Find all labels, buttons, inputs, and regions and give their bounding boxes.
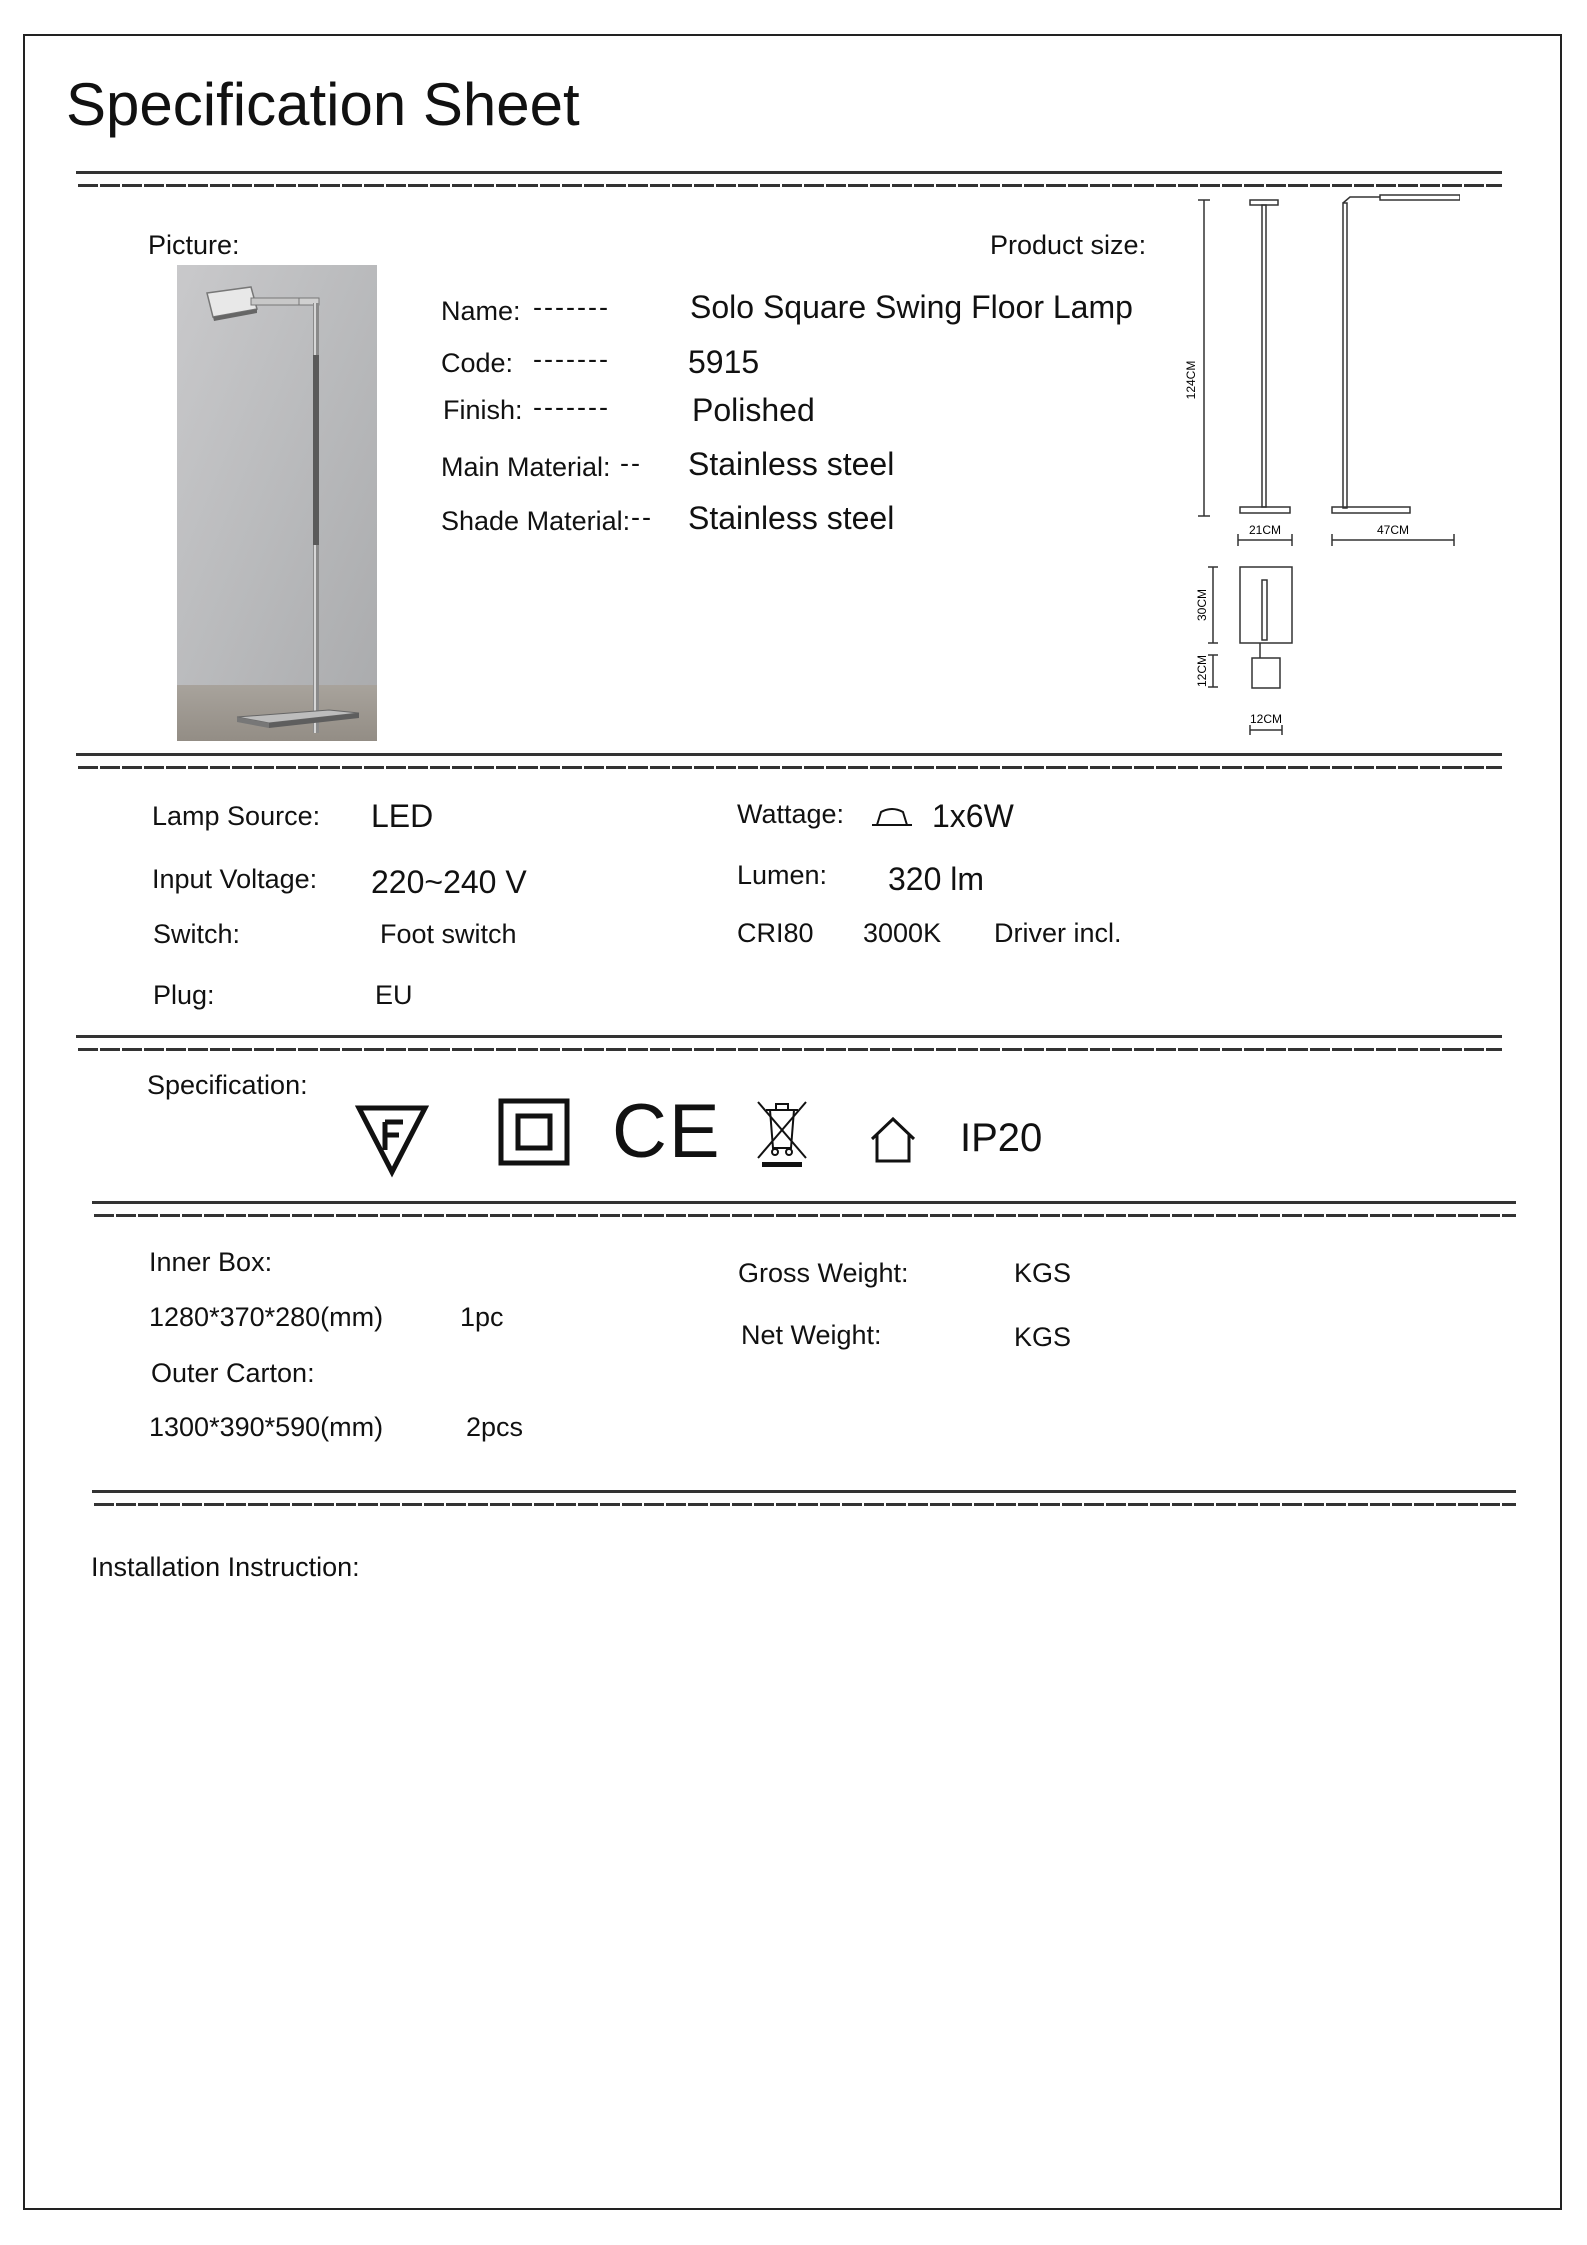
lumen-label: Lumen: bbox=[737, 860, 828, 890]
name-label: Name: bbox=[441, 296, 521, 326]
dim-reach-label: 47CM bbox=[1376, 523, 1410, 537]
lamp-source-label: Lamp Source: bbox=[152, 801, 321, 831]
net-weight-value: KGS bbox=[1014, 1322, 1072, 1352]
gross-weight-value: KGS bbox=[1014, 1258, 1072, 1288]
main-material-label: Main Material: bbox=[441, 452, 611, 482]
ce-mark-icon: CE bbox=[612, 1089, 722, 1174]
f-mark-icon bbox=[355, 1100, 429, 1178]
page-title: Specification Sheet bbox=[66, 71, 580, 138]
switch-label: Switch: bbox=[153, 919, 241, 949]
shade-material-label: Shade Material: bbox=[441, 506, 631, 536]
cct-value: 3000K bbox=[863, 918, 942, 948]
code-value: 5915 bbox=[688, 344, 760, 380]
shade-material-dashes: -- bbox=[631, 502, 653, 532]
dim-shade-height-label: 30CM bbox=[1195, 588, 1209, 622]
finish-value: Polished bbox=[692, 392, 815, 428]
inner-box-qty: 1pc bbox=[460, 1302, 504, 1332]
dim-height-label: 124CM bbox=[1184, 360, 1198, 400]
shade-material-value: Stainless steel bbox=[688, 500, 895, 536]
outer-carton-qty: 2pcs bbox=[466, 1412, 524, 1442]
plug-value: EU bbox=[375, 980, 413, 1010]
code-label: Code: bbox=[441, 348, 514, 378]
wattage-label: Wattage: bbox=[737, 799, 845, 829]
indoor-house-icon bbox=[868, 1115, 918, 1165]
dim-base-height-label: 12CM bbox=[1195, 654, 1209, 688]
cri-value: CRI80 bbox=[737, 918, 814, 948]
main-material-value: Stainless steel bbox=[688, 446, 895, 482]
driver-value: Driver incl. bbox=[994, 918, 1122, 948]
lumen-value: 320 lm bbox=[888, 861, 985, 897]
separator bbox=[76, 171, 1502, 187]
separator bbox=[76, 1035, 1502, 1051]
name-value: Solo Square Swing Floor Lamp bbox=[690, 289, 1133, 325]
finish-dashes: ------- bbox=[533, 392, 610, 422]
wattage-value: 1x6W bbox=[932, 798, 1014, 834]
plug-label: Plug: bbox=[153, 980, 215, 1010]
lamp-shade-icon bbox=[870, 806, 914, 828]
product-photo bbox=[177, 265, 377, 741]
main-material-dashes: -- bbox=[620, 448, 642, 478]
code-dashes: ------- bbox=[533, 344, 610, 374]
gross-weight-label: Gross Weight: bbox=[738, 1258, 909, 1288]
separator bbox=[76, 753, 1502, 769]
outer-carton-size: 1300*390*590(mm) bbox=[149, 1412, 384, 1442]
net-weight-label: Net Weight: bbox=[741, 1320, 882, 1350]
class-ii-icon bbox=[498, 1098, 572, 1168]
weee-bin-icon bbox=[752, 1098, 812, 1170]
dim-base-width-label: 21CM bbox=[1248, 523, 1282, 537]
inner-box-size: 1280*370*280(mm) bbox=[149, 1302, 384, 1332]
dimension-drawing bbox=[1170, 190, 1460, 740]
separator bbox=[92, 1490, 1516, 1506]
outer-carton-label: Outer Carton: bbox=[151, 1358, 315, 1388]
dim-base-depth-label: 12CM bbox=[1249, 712, 1283, 726]
specification-label: Specification: bbox=[147, 1070, 308, 1100]
installation-label: Installation Instruction: bbox=[91, 1552, 360, 1582]
lamp-source-value: LED bbox=[371, 798, 434, 834]
switch-value: Foot switch bbox=[380, 919, 517, 949]
product-size-label: Product size: bbox=[990, 230, 1147, 260]
inner-box-label: Inner Box: bbox=[149, 1247, 273, 1277]
finish-label: Finish: bbox=[443, 395, 523, 425]
input-voltage-value: 220~240 V bbox=[371, 864, 527, 900]
separator bbox=[92, 1201, 1516, 1217]
name-dashes: ------- bbox=[533, 292, 610, 322]
picture-label: Picture: bbox=[148, 230, 240, 260]
ip-rating: IP20 bbox=[960, 1116, 1043, 1160]
input-voltage-label: Input Voltage: bbox=[152, 864, 318, 894]
